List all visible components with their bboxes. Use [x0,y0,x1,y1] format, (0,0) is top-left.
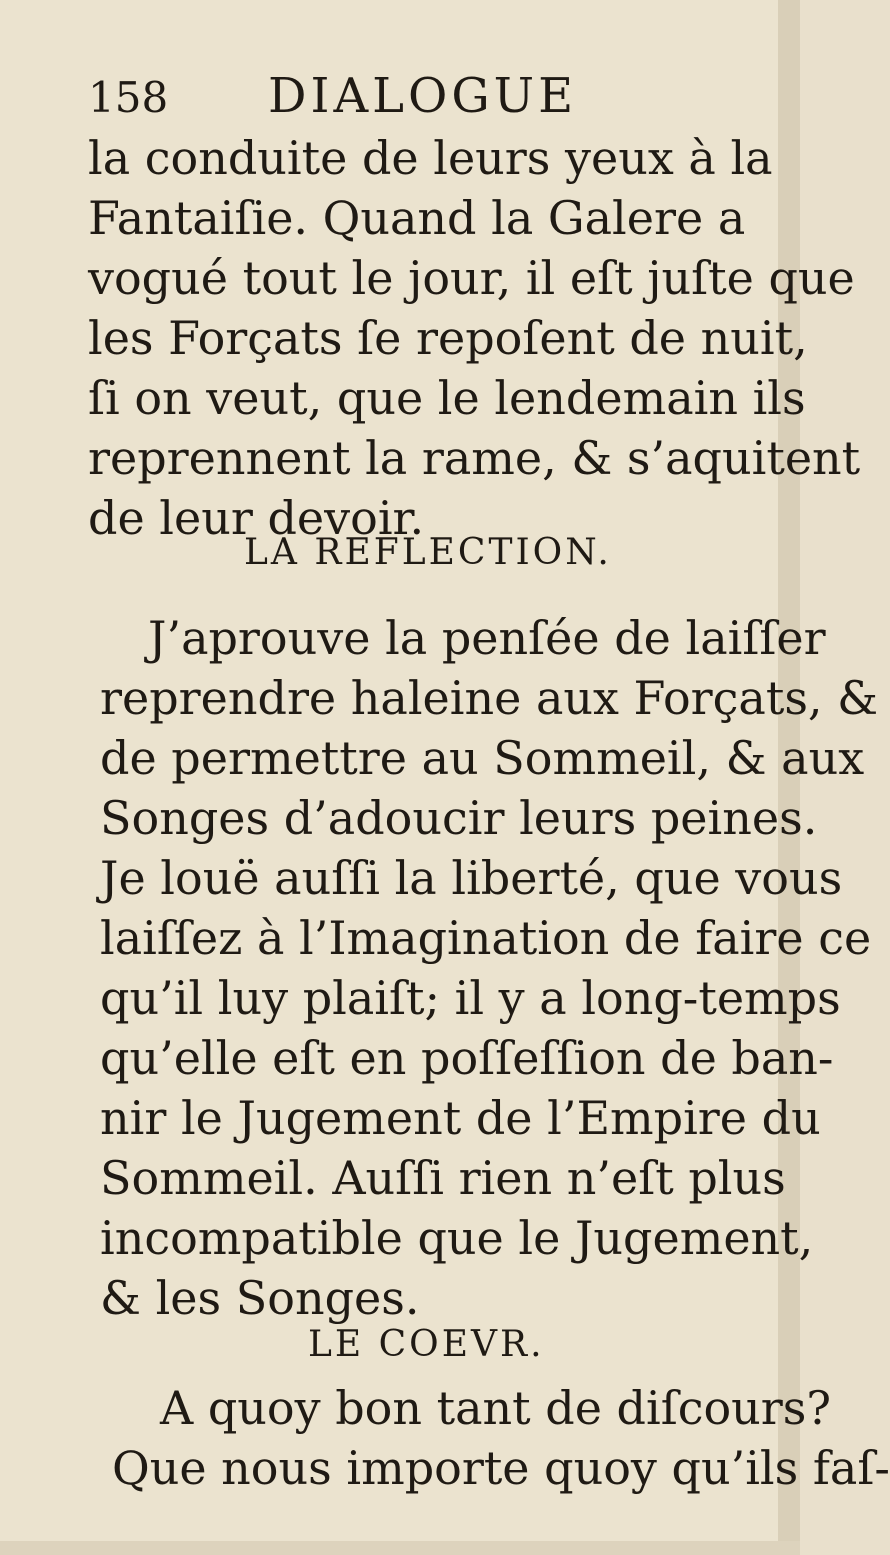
text-line: qu’elle eſt en poſſeſſion de ban- [100,1031,834,1085]
text-line: vogué tout le jour, il eſt juſte que [88,251,855,305]
text-line: J’aprouve la penſée de laiſſer [148,611,826,665]
text-line: laiſſez à l’Imagination de faire ce [100,911,872,965]
text-line: reprendre haleine aux Forçats, & [100,671,879,725]
speaker-heading: LA REFLECTION. [244,532,612,573]
text-line: de permettre au Sommeil, & aux [100,731,865,785]
text-line: Que nous importe quoy qu’ils faſ- [112,1441,890,1495]
page-number: 158 [88,73,169,122]
text-line: nir le Jugement de l’Empire du [100,1091,821,1145]
running-title: DIALOGUE [268,68,578,124]
text-line: A quoy bon tant de diſcours? [160,1381,832,1435]
scan-edge-bottom [0,1541,800,1555]
text-line: la conduite de leurs yeux à la [88,131,773,185]
text-line: Sommeil. Auſſi rien n’eſt plus [100,1151,786,1205]
text-line: de leur devoir. [88,491,425,545]
text-line: & les Songes. [100,1271,420,1325]
text-line: les Forçats ſe repoſent de nuit, [88,311,808,365]
text-line: Je louë auſſi la liberté, que vous [100,851,843,905]
text-line: Songes d’adoucir leurs peines. [100,791,818,845]
text-line: reprennent la rame, & s’aquitent [88,431,861,485]
speaker-heading: LE COEVR. [308,1324,545,1365]
text-line: ſi on veut, que le lendemain ils [88,371,806,425]
text-line: incompatible que le Jugement, [100,1211,814,1265]
text-line: Fantaiſie. Quand la Galere a [88,191,746,245]
text-line: qu’il luy plaiſt; il y a long-temps [100,971,841,1025]
